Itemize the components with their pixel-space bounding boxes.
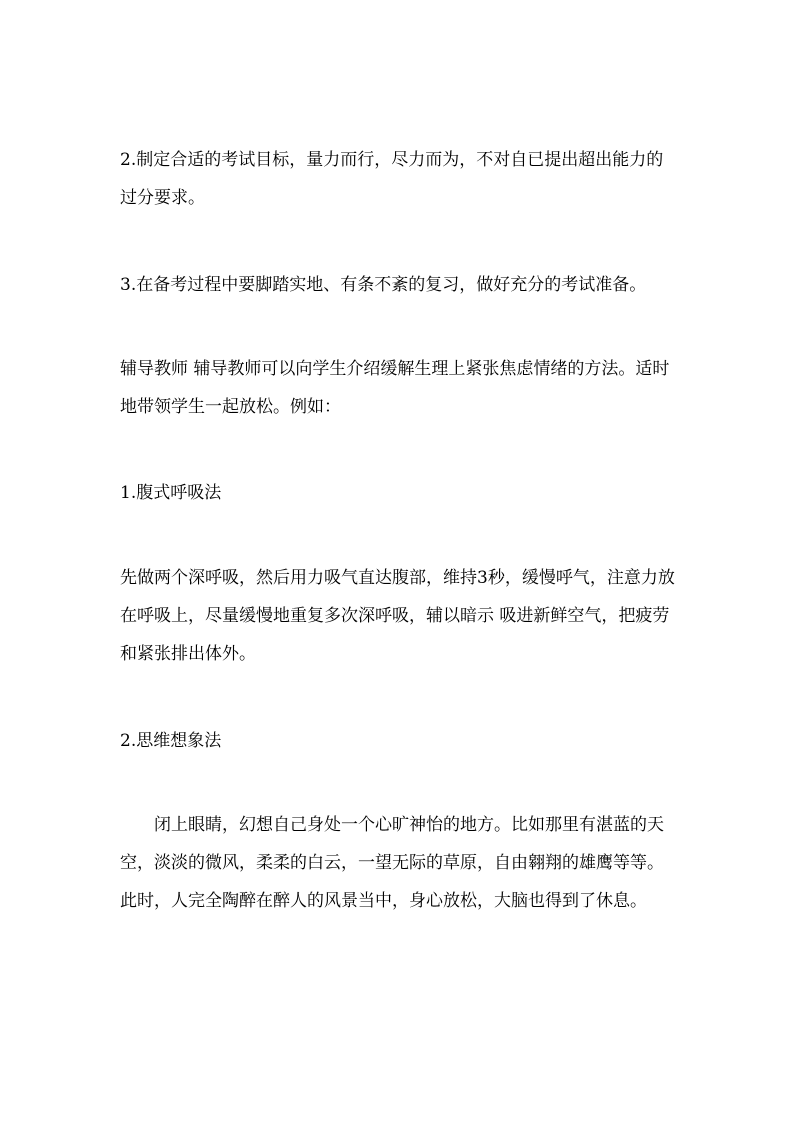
paragraph-review-preparation: 3.在备考过程中要脚踏实地、有条不紊的复习，做好充分的考试准备。 — [120, 275, 647, 295]
heading-imagination-method: 2.思维想象法 — [120, 731, 222, 751]
paragraph-abdominal-breathing: 先做两个深呼吸，然后用力吸气直达腹部，维持3秒，缓慢呼气，注意力放在呼吸上，尽量缓慢地重复多次深呼吸，辅以暗示 吸进新鲜空气，把疲劳和紧张排出体外。 — [120, 568, 675, 664]
paragraph-imagination-method: 闭上眼睛，幻想自己身处一个心旷神怡的地方。比如那里有湛蓝的天空，淡淡的微风，柔柔的白云，一望无际的草原，自由翱翔的雄鹰等等。此时，人完全陶醉在醉人的风景当中，身心放松，大脑也得到了休息。 — [120, 815, 664, 911]
heading-abdominal-breathing: 1.腹式呼吸法 — [120, 483, 222, 503]
paragraph-teacher-guidance: 辅导教师 辅导教师可以向学生介绍缓解生理上紧张焦虑情绪的方法。适时地带领学生一起放松。例如： — [120, 359, 670, 417]
paragraph-exam-goal: 2.制定合适的考试目标，量力而行，尽力而为，不对自已提出超出能力的过分要求。 — [120, 150, 664, 208]
